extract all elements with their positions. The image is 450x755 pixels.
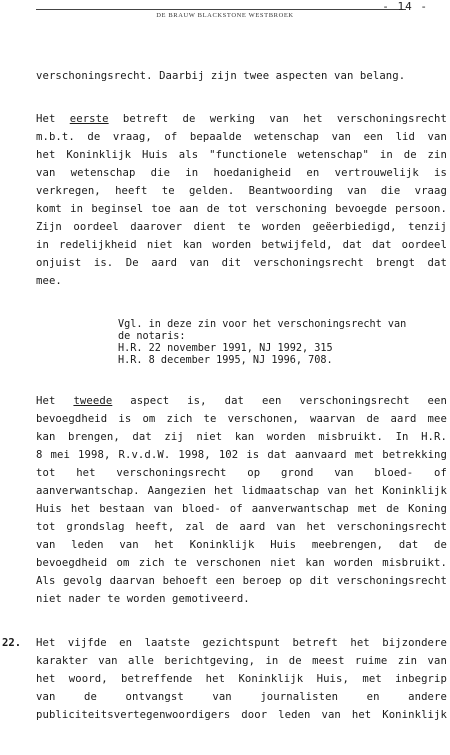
text-line: van de ontvangst van journalisten en andere (36, 691, 447, 703)
text-line: aanverwantschap. Aangezien het lidmaatschap van het Koninklijk (36, 485, 447, 497)
citation-line: H.R. 22 november 1991, NJ 1992, 315 (118, 343, 333, 354)
letterhead: DE BRAUW BLACKSTONE WESTBROEK (156, 12, 294, 19)
text-line: 8 mei 1998, R.v.d.W. 1998, 102 is dat aanvaard met betrekking (36, 449, 447, 461)
header-rule (36, 9, 406, 10)
text-line: in redelijkheid niet kan worden betwijfeld, dat dat oordeel (36, 239, 447, 251)
citation-line: H.R. 8 december 1995, NJ 1996, 708. (118, 355, 333, 366)
underlined-word: eerste (69, 113, 109, 125)
text-line: publiciteitsvertegenwoordigers door leden van het Koninklijk (36, 709, 447, 721)
text-line: tot het verschoningsrecht op grond van bloed- of (36, 467, 447, 479)
section-number: 22. (2, 637, 22, 649)
text-line: Huis het bestaan van bloed- of aanverwantschap met de Koning (36, 503, 447, 515)
text-line: m.b.t. de vraag, of bepaalde wetenschap van een lid van (36, 131, 447, 143)
text-line: van leden van het Koninklijk Huis meebrengen, dat de (36, 539, 447, 551)
citation-line: Vgl. in deze zin voor het verschoningsrecht van (118, 319, 407, 330)
text-line: Als gevolg daarvan behoeft een beroep op dit verschoningsrecht (36, 575, 447, 587)
text-line: verkregen, heeft te gelden. Beantwoording van die vraag (36, 185, 447, 197)
text-line: Het vijfde en laatste gezichtspunt betreft het bijzondere (36, 637, 447, 649)
text-line: verschoningsrecht. Daarbij zijn twee aspecten van belang. (36, 70, 406, 82)
page-number: - 14 - (382, 0, 428, 13)
citation-line: de notaris: (118, 331, 186, 342)
text-line: mee. (36, 275, 62, 287)
text-line: van wetenschap die in hoedanigheid en vertrouwelijk is (36, 167, 447, 179)
underlined-word: tweede (73, 395, 113, 407)
text-line: komt in beginsel toe aan de tot verschoning bevoegde persoon. (36, 203, 447, 215)
text-line: bevoegdheid is om zich te verschonen, waarvan de aard mee (36, 413, 447, 425)
text-line: het Koninklijk Huis als "functionele wetenschap" in de zin (36, 149, 447, 161)
text-line: karakter van alle berichtgeving, in de meest ruime zin van (36, 655, 447, 667)
text-line: tot grondslag heeft, zal de aard van het verschoningsrecht (36, 521, 447, 533)
text-line: niet nader te worden gemotiveerd. (36, 593, 250, 605)
text-line: Het eerste betreft de werking van het verschoningsrecht (36, 113, 447, 125)
text-line: onjuist is. De aard van dit verschoningsrecht brengt dat (36, 257, 447, 269)
text-line: Het tweede aspect is, dat een verschoningsrecht een (36, 395, 447, 407)
text-line: kan brengen, dat zij niet kan worden misbruikt. In H.R. (36, 431, 447, 443)
text-line: bevoegdheid om zich te verschonen niet kan worden misbruikt. (36, 557, 447, 569)
text-line: het woord, betreffende het Koninklijk Huis, met inbegrip (36, 673, 447, 685)
text-line: Zijn oordeel daarover dient te worden geëerbiedigd, tenzij (36, 221, 447, 233)
